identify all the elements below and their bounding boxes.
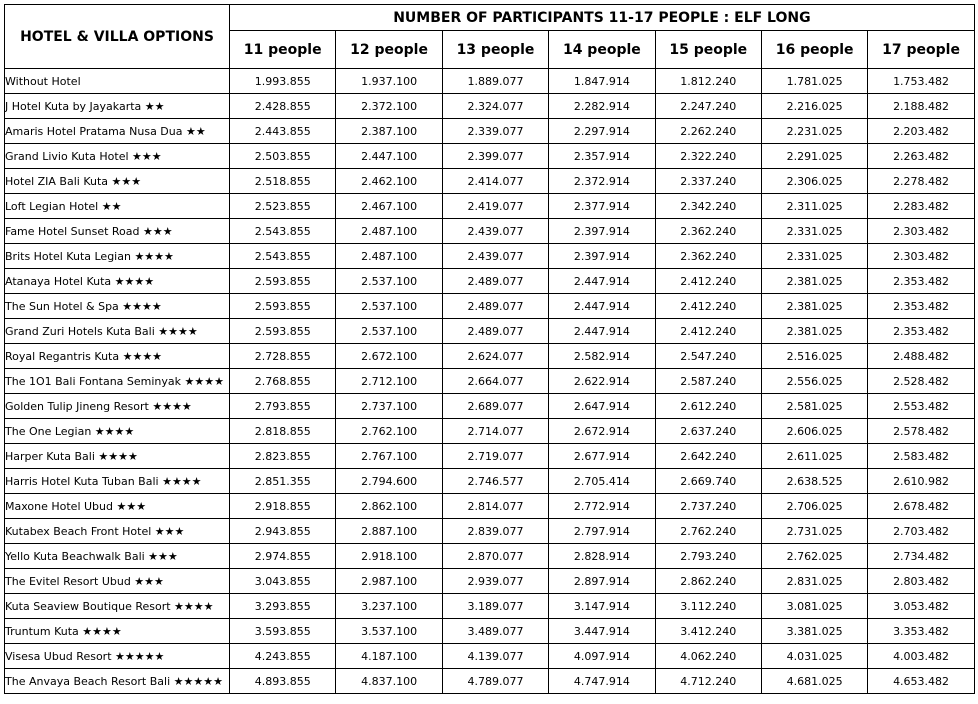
table-row	[5, 444, 975, 469]
hotel-name-cell: Royal Regantris Kuta ★★★★	[5, 344, 230, 369]
price-cell: 2.518.855	[230, 169, 336, 194]
price-cell: 2.987.100	[336, 569, 442, 594]
price-cell: 2.447.914	[549, 269, 655, 294]
price-cell: 2.489.077	[442, 294, 548, 319]
price-cell: 4.097.914	[549, 644, 655, 669]
price-cell: 2.678.482	[868, 494, 974, 519]
price-cell: 2.537.100	[336, 319, 442, 344]
price-cell: 2.664.077	[442, 369, 548, 394]
price-cell: 2.703.482	[868, 519, 974, 544]
table-row	[5, 244, 975, 269]
table-row	[5, 544, 975, 569]
price-cell: 2.528.482	[868, 369, 974, 394]
price-cell: 2.719.077	[442, 444, 548, 469]
price-cell: 2.489.077	[442, 319, 548, 344]
price-cell: 3.081.025	[761, 594, 867, 619]
column-header: 12 people	[336, 31, 442, 69]
price-cell: 2.647.914	[549, 394, 655, 419]
price-cell: 1.937.100	[336, 69, 442, 94]
price-cell: 2.488.482	[868, 344, 974, 369]
price-cell: 2.918.100	[336, 544, 442, 569]
price-cell: 2.381.025	[761, 319, 867, 344]
price-cell: 2.342.240	[655, 194, 761, 219]
price-cell: 2.353.482	[868, 269, 974, 294]
price-cell: 2.362.240	[655, 219, 761, 244]
price-cell: 2.767.100	[336, 444, 442, 469]
price-cell: 3.053.482	[868, 594, 974, 619]
price-cell: 3.353.482	[868, 619, 974, 644]
price-cell: 2.439.077	[442, 244, 548, 269]
hotel-name-cell: Grand Livio Kuta Hotel ★★★	[5, 144, 230, 169]
column-header: 17 people	[868, 31, 974, 69]
price-cell: 3.381.025	[761, 619, 867, 644]
price-cell: 2.897.914	[549, 569, 655, 594]
price-cell: 2.543.855	[230, 219, 336, 244]
price-cell: 2.746.577	[442, 469, 548, 494]
price-cell: 2.462.100	[336, 169, 442, 194]
price-cell: 4.893.855	[230, 669, 336, 694]
price-cell: 2.772.914	[549, 494, 655, 519]
price-cell: 2.794.600	[336, 469, 442, 494]
table-row	[5, 119, 975, 144]
price-cell: 2.397.914	[549, 244, 655, 269]
hotel-name-cell: The Sun Hotel & Spa ★★★★	[5, 294, 230, 319]
column-header: 15 people	[655, 31, 761, 69]
price-cell: 3.043.855	[230, 569, 336, 594]
table-row	[5, 219, 975, 244]
price-cell: 4.789.077	[442, 669, 548, 694]
table-row	[5, 419, 975, 444]
table-row	[5, 569, 975, 594]
price-cell: 2.870.077	[442, 544, 548, 569]
price-cell: 1.781.025	[761, 69, 867, 94]
price-cell: 4.681.025	[761, 669, 867, 694]
price-cell: 2.622.914	[549, 369, 655, 394]
column-header: 13 people	[442, 31, 548, 69]
table-row	[5, 644, 975, 669]
price-cell: 3.112.240	[655, 594, 761, 619]
price-table	[4, 4, 975, 694]
hotel-name-cell: Grand Zuri Hotels Kuta Bali ★★★★	[5, 319, 230, 344]
price-cell: 3.412.240	[655, 619, 761, 644]
hotel-name-cell: Harris Hotel Kuta Tuban Bali ★★★★	[5, 469, 230, 494]
hotel-name-cell: Amaris Hotel Pratama Nusa Dua ★★	[5, 119, 230, 144]
price-cell: 2.887.100	[336, 519, 442, 544]
table-row	[5, 319, 975, 344]
price-cell: 2.291.025	[761, 144, 867, 169]
column-header: 14 people	[549, 31, 655, 69]
price-cell: 2.443.855	[230, 119, 336, 144]
price-cell: 2.362.240	[655, 244, 761, 269]
table-row	[5, 269, 975, 294]
table-row	[5, 369, 975, 394]
price-cell: 2.939.077	[442, 569, 548, 594]
price-cell: 2.862.240	[655, 569, 761, 594]
price-cell: 2.303.482	[868, 244, 974, 269]
price-cell: 2.353.482	[868, 319, 974, 344]
price-cell: 2.797.914	[549, 519, 655, 544]
price-cell: 2.357.914	[549, 144, 655, 169]
hotel-name-cell: Without Hotel	[5, 69, 230, 94]
price-cell: 4.747.914	[549, 669, 655, 694]
price-cell: 2.537.100	[336, 269, 442, 294]
hotel-name-cell: Visesa Ubud Resort ★★★★★	[5, 644, 230, 669]
price-cell: 2.593.855	[230, 319, 336, 344]
price-cell: 2.943.855	[230, 519, 336, 544]
price-cell: 2.297.914	[549, 119, 655, 144]
hotel-name-cell: Harper Kuta Bali ★★★★	[5, 444, 230, 469]
price-cell: 1.993.855	[230, 69, 336, 94]
price-cell: 2.324.077	[442, 94, 548, 119]
price-cell: 1.847.914	[549, 69, 655, 94]
price-cell: 2.768.855	[230, 369, 336, 394]
price-cell: 2.331.025	[761, 244, 867, 269]
price-cell: 2.339.077	[442, 119, 548, 144]
price-cell: 4.837.100	[336, 669, 442, 694]
price-cell: 2.337.240	[655, 169, 761, 194]
price-cell: 2.487.100	[336, 244, 442, 269]
price-cell: 2.593.855	[230, 269, 336, 294]
price-cell: 2.543.855	[230, 244, 336, 269]
hotel-name-cell: Yello Kuta Beachwalk Bali ★★★	[5, 544, 230, 569]
price-cell: 2.537.100	[336, 294, 442, 319]
price-cell: 3.237.100	[336, 594, 442, 619]
price-cell: 2.322.240	[655, 144, 761, 169]
table-row	[5, 69, 975, 94]
price-cell: 1.753.482	[868, 69, 974, 94]
price-cell: 4.031.025	[761, 644, 867, 669]
price-cell: 2.918.855	[230, 494, 336, 519]
price-cell: 2.467.100	[336, 194, 442, 219]
table-row	[5, 94, 975, 119]
price-cell: 2.831.025	[761, 569, 867, 594]
price-cell: 2.306.025	[761, 169, 867, 194]
price-cell: 2.311.025	[761, 194, 867, 219]
table-row	[5, 594, 975, 619]
price-cell: 2.737.240	[655, 494, 761, 519]
price-cell: 4.653.482	[868, 669, 974, 694]
price-cell: 2.762.100	[336, 419, 442, 444]
price-cell: 2.587.240	[655, 369, 761, 394]
price-cell: 2.823.855	[230, 444, 336, 469]
price-cell: 2.818.855	[230, 419, 336, 444]
price-cell: 2.387.100	[336, 119, 442, 144]
price-cell: 2.263.482	[868, 144, 974, 169]
price-cell: 2.278.482	[868, 169, 974, 194]
price-cell: 4.062.240	[655, 644, 761, 669]
price-cell: 2.610.982	[868, 469, 974, 494]
price-cell: 2.582.914	[549, 344, 655, 369]
price-cell: 2.714.077	[442, 419, 548, 444]
price-cell: 2.862.100	[336, 494, 442, 519]
price-cell: 2.611.025	[761, 444, 867, 469]
price-cell: 2.412.240	[655, 319, 761, 344]
price-cell: 2.419.077	[442, 194, 548, 219]
price-cell: 2.851.355	[230, 469, 336, 494]
price-cell: 2.606.025	[761, 419, 867, 444]
price-cell: 3.189.077	[442, 594, 548, 619]
hotel-name-cell: Maxone Hotel Ubud ★★★	[5, 494, 230, 519]
table-row	[5, 469, 975, 494]
column-header: 11 people	[230, 31, 336, 69]
price-cell: 2.489.077	[442, 269, 548, 294]
price-cell: 2.638.525	[761, 469, 867, 494]
price-cell: 2.203.482	[868, 119, 974, 144]
price-cell: 2.381.025	[761, 269, 867, 294]
price-cell: 2.593.855	[230, 294, 336, 319]
price-cell: 2.553.482	[868, 394, 974, 419]
price-cell: 2.793.855	[230, 394, 336, 419]
price-cell: 2.503.855	[230, 144, 336, 169]
price-cell: 2.428.855	[230, 94, 336, 119]
price-cell: 2.762.240	[655, 519, 761, 544]
price-cell: 1.812.240	[655, 69, 761, 94]
price-cell: 3.537.100	[336, 619, 442, 644]
price-cell: 4.187.100	[336, 644, 442, 669]
price-cell: 1.889.077	[442, 69, 548, 94]
price-cell: 2.283.482	[868, 194, 974, 219]
price-cell: 2.712.100	[336, 369, 442, 394]
price-cell: 2.377.914	[549, 194, 655, 219]
price-cell: 2.839.077	[442, 519, 548, 544]
price-cell: 2.412.240	[655, 269, 761, 294]
price-cell: 2.677.914	[549, 444, 655, 469]
table-row	[5, 394, 975, 419]
price-cell: 2.447.914	[549, 319, 655, 344]
table-row	[5, 194, 975, 219]
price-cell: 2.762.025	[761, 544, 867, 569]
price-cell: 4.003.482	[868, 644, 974, 669]
price-cell: 2.247.240	[655, 94, 761, 119]
table-row	[5, 344, 975, 369]
price-cell: 2.637.240	[655, 419, 761, 444]
price-cell: 2.705.414	[549, 469, 655, 494]
hotel-name-cell: Atanaya Hotel Kuta ★★★★	[5, 269, 230, 294]
price-cell: 2.731.025	[761, 519, 867, 544]
price-cell: 2.414.077	[442, 169, 548, 194]
price-cell: 2.793.240	[655, 544, 761, 569]
price-cell: 2.372.914	[549, 169, 655, 194]
price-cell: 2.487.100	[336, 219, 442, 244]
header-row-group	[5, 5, 975, 31]
price-cell: 4.139.077	[442, 644, 548, 669]
table-row	[5, 669, 975, 694]
price-cell: 2.282.914	[549, 94, 655, 119]
price-cell: 2.828.914	[549, 544, 655, 569]
table-body	[5, 69, 975, 694]
price-cell: 2.231.025	[761, 119, 867, 144]
price-cell: 3.489.077	[442, 619, 548, 644]
price-cell: 2.547.240	[655, 344, 761, 369]
price-cell: 3.593.855	[230, 619, 336, 644]
table-row	[5, 519, 975, 544]
price-cell: 2.612.240	[655, 394, 761, 419]
price-cell: 2.381.025	[761, 294, 867, 319]
participants-heading: NUMBER OF PARTICIPANTS 11-17 PEOPLE : ELF LONG	[230, 5, 975, 31]
price-cell: 2.556.025	[761, 369, 867, 394]
price-cell: 2.689.077	[442, 394, 548, 419]
price-cell: 2.814.077	[442, 494, 548, 519]
price-cell: 2.262.240	[655, 119, 761, 144]
price-cell: 2.672.914	[549, 419, 655, 444]
price-cell: 3.293.855	[230, 594, 336, 619]
hotel-name-cell: Kuta Seaview Boutique Resort ★★★★	[5, 594, 230, 619]
price-cell: 2.439.077	[442, 219, 548, 244]
table-row	[5, 494, 975, 519]
table-row	[5, 619, 975, 644]
table-row	[5, 294, 975, 319]
price-cell: 2.397.914	[549, 219, 655, 244]
price-cell: 2.706.025	[761, 494, 867, 519]
hotel-name-cell: Golden Tulip Jineng Resort ★★★★	[5, 394, 230, 419]
hotel-name-cell: Kutabex Beach Front Hotel ★★★	[5, 519, 230, 544]
price-cell: 2.188.482	[868, 94, 974, 119]
hotel-name-cell: The Anvaya Beach Resort Bali ★★★★★	[5, 669, 230, 694]
hotel-name-cell: Truntum Kuta ★★★★	[5, 619, 230, 644]
hotel-name-cell: The 1O1 Bali Fontana Seminyak ★★★★	[5, 369, 230, 394]
price-cell: 2.578.482	[868, 419, 974, 444]
hotel-name-cell: Fame Hotel Sunset Road ★★★	[5, 219, 230, 244]
price-cell: 2.737.100	[336, 394, 442, 419]
price-cell: 2.734.482	[868, 544, 974, 569]
hotel-name-cell: J Hotel Kuta by Jayakarta ★★	[5, 94, 230, 119]
price-cell: 2.303.482	[868, 219, 974, 244]
price-cell: 3.447.914	[549, 619, 655, 644]
price-cell: 2.581.025	[761, 394, 867, 419]
column-header: 16 people	[761, 31, 867, 69]
price-cell: 2.399.077	[442, 144, 548, 169]
price-cell: 2.216.025	[761, 94, 867, 119]
hotel-name-cell: Hotel ZIA Bali Kuta ★★★	[5, 169, 230, 194]
table-row	[5, 144, 975, 169]
table-row	[5, 169, 975, 194]
price-cell: 2.353.482	[868, 294, 974, 319]
price-cell: 2.516.025	[761, 344, 867, 369]
price-cell: 2.669.740	[655, 469, 761, 494]
price-cell: 2.803.482	[868, 569, 974, 594]
price-cell: 2.583.482	[868, 444, 974, 469]
hotel-name-cell: The One Legian ★★★★	[5, 419, 230, 444]
hotel-name-cell: Loft Legian Hotel ★★	[5, 194, 230, 219]
hotel-name-cell: Brits Hotel Kuta Legian ★★★★	[5, 244, 230, 269]
price-cell: 2.412.240	[655, 294, 761, 319]
price-cell: 4.243.855	[230, 644, 336, 669]
price-cell: 2.372.100	[336, 94, 442, 119]
price-cell: 4.712.240	[655, 669, 761, 694]
price-cell: 2.728.855	[230, 344, 336, 369]
price-cell: 2.523.855	[230, 194, 336, 219]
price-cell: 2.672.100	[336, 344, 442, 369]
hotel-options-heading: HOTEL & VILLA OPTIONS	[5, 5, 230, 69]
price-cell: 2.331.025	[761, 219, 867, 244]
price-cell: 3.147.914	[549, 594, 655, 619]
price-cell: 2.447.100	[336, 144, 442, 169]
price-cell: 2.624.077	[442, 344, 548, 369]
price-cell: 2.642.240	[655, 444, 761, 469]
price-cell: 2.447.914	[549, 294, 655, 319]
price-cell: 2.974.855	[230, 544, 336, 569]
hotel-name-cell: The Evitel Resort Ubud ★★★	[5, 569, 230, 594]
